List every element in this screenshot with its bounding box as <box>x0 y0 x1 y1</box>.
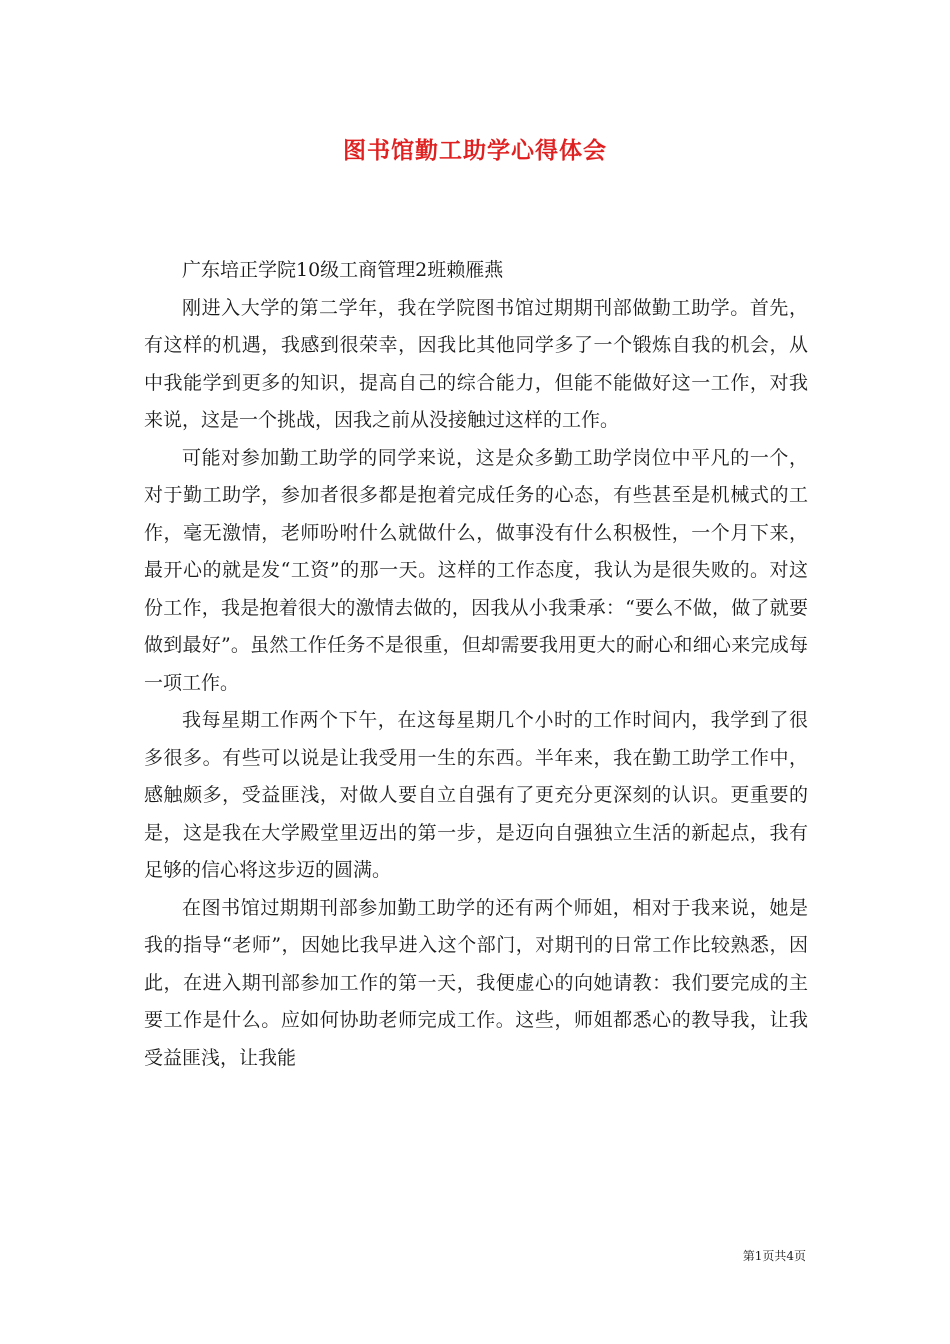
paragraph-4: 在图书馆过期期刊部参加勤工助学的还有两个师姐，相对于我来说，她是我的指导“老师”，因她比我早进入这个部门，对期刊的日常工作比较熟悉，因此，在进入期刊部参加工作的第一天，我便虚心的向她请教：我们要完成的主要工作是什么。应如何协助老师完成工作。这些，师姐都悉心的教导我，让我受益匪浅，让我能 <box>144 896 808 1069</box>
document-title: 图书馆勤工助学心得体会 <box>343 137 607 164</box>
paragraph-3: 我每星期工作两个下午，在这每星期几个小时的工作时间内，我学到了很多很多。有些可以说是让我受用一生的东西。半年来，我在勤工助学工作中，感触颇多，受益匪浅，对做人要自立自强有了更充分更深刻的认识。更重要的是，这是我在大学殿堂里迈出的第一步，是迈向自强独立生活的新起点，我有足够的信心将这步迈的圆满。 <box>144 709 808 881</box>
paragraph-2: 可能对参加勤工助学的同学来说，这是众多勤工助学岗位中平凡的一个，对于勤工助学，参加者很多都是抱着完成任务的心态，有些甚至是机械式的工作，毫无激情，老师吩咐什么就做什么，做事没有什么积极性，一个月下来，最开心的就是发“工资”的那一天。这样的工作态度，我认为是很失败的。对这份工作，我是抱着很大的激情去做的，因我从小我秉承：“要么不做，做了就要做到最好”。虽然工作任务不是很重，但却需要我用更大的耐心和细心来完成每一项工作。 <box>144 446 808 694</box>
document-body <box>144 252 808 1077</box>
paragraph-1: 刚进入大学的第二学年，我在学院图书馆过期期刊部做勤工助学。首先，有这样的机遇，我感到很荣幸，因我比其他同学多了一个锻炼自我的机会，从中我能学到更多的知识，提高自己的综合能力，但能不能做好这一工作，对我来说，这是一个挑战，因我之前从没接触过这样的工作。 <box>144 296 808 431</box>
page-number-footer: 第1页共4页 <box>742 1249 806 1263</box>
author-line: 广东培正学院10级工商管理2班赖雁燕 <box>182 259 504 281</box>
